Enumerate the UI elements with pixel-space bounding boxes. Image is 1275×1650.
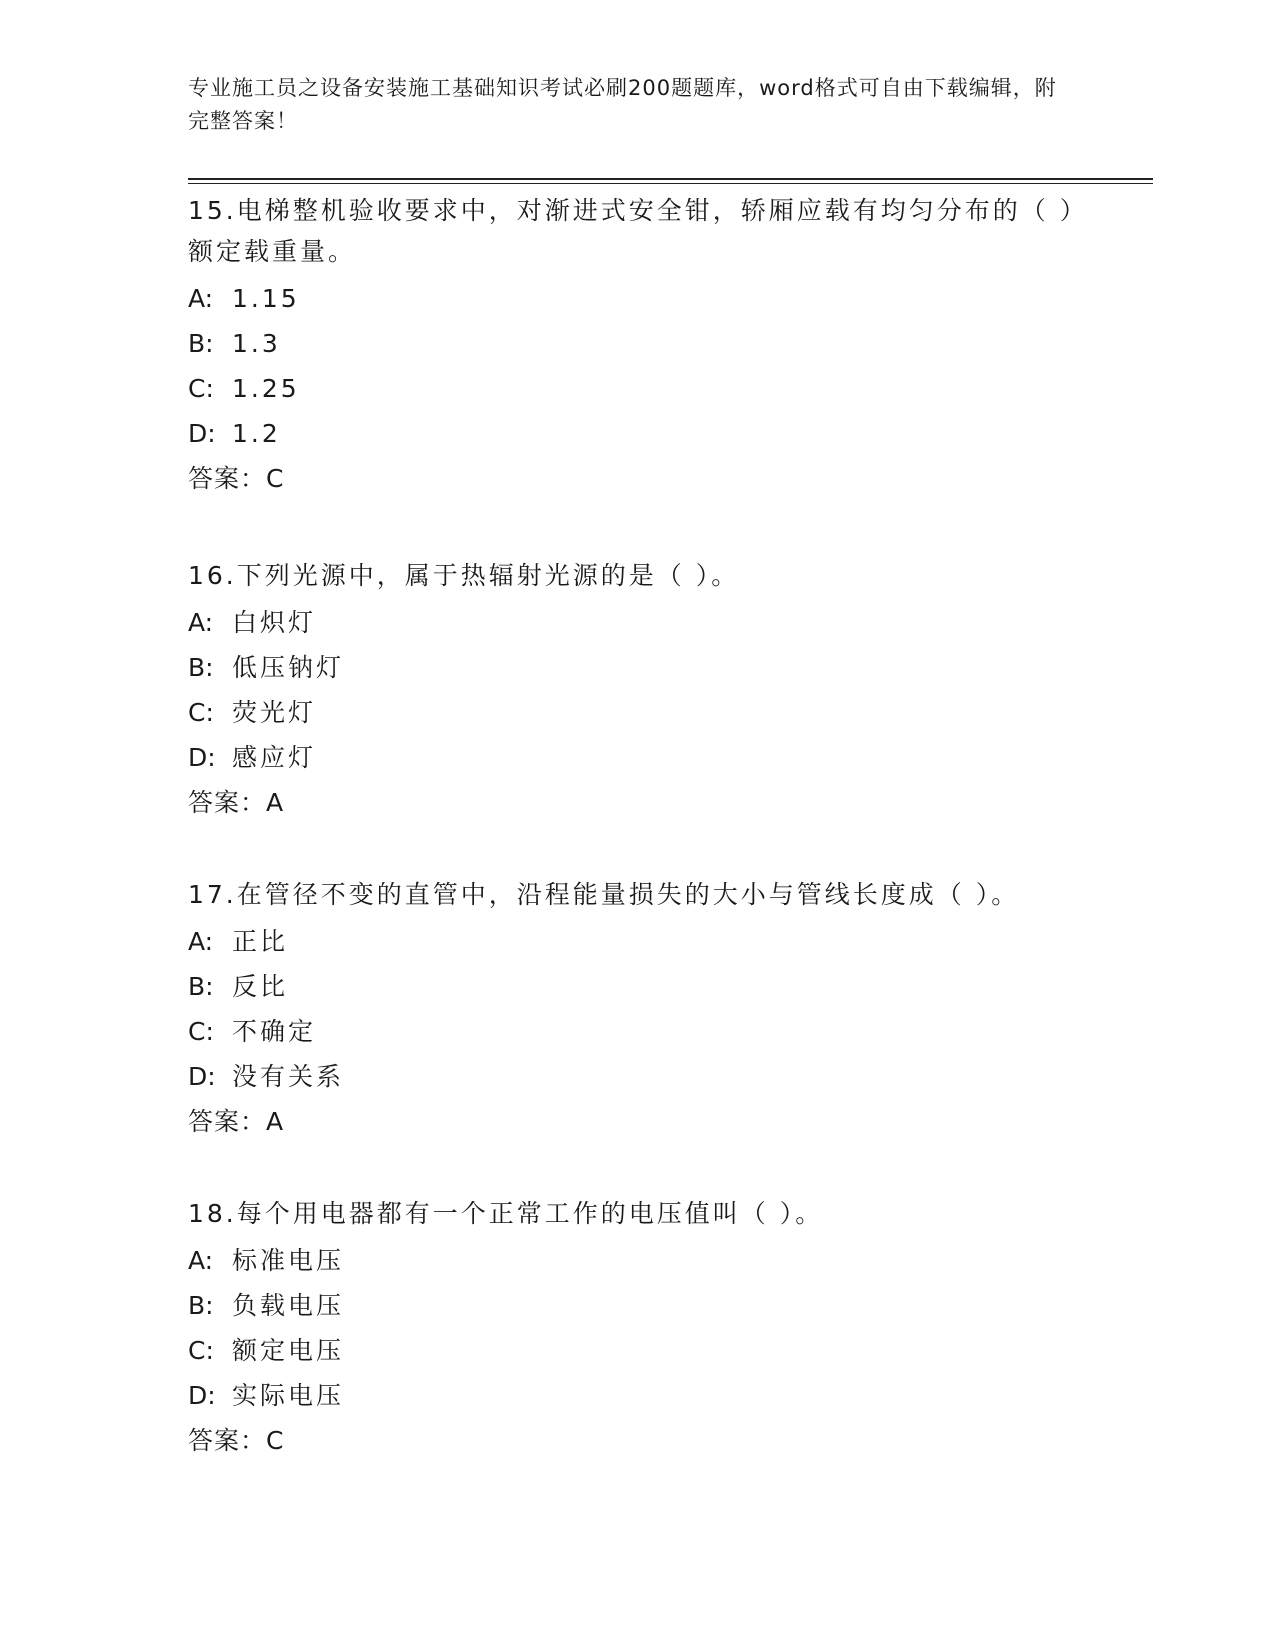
- option-text: 1.2: [232, 419, 281, 448]
- question-number: 17.: [188, 880, 237, 909]
- option-d: [188, 411, 1088, 456]
- answer-line: 答案：C: [188, 464, 285, 493]
- question-number: 15.: [188, 196, 237, 225]
- option-key: C:: [188, 374, 214, 403]
- option-key: D:: [188, 743, 216, 772]
- option-a: [188, 919, 1088, 964]
- option-b: [188, 964, 1088, 1009]
- option-text: 额定电压: [232, 1336, 345, 1365]
- option-text: 1.15: [232, 284, 300, 313]
- question-number: 16.: [188, 561, 237, 590]
- option-key: A:: [188, 927, 214, 956]
- option-text: 荧光灯: [232, 698, 317, 727]
- question-stem: [188, 1193, 1088, 1234]
- option-a: [188, 600, 1088, 645]
- option-text: 实际电压: [232, 1381, 345, 1410]
- question-text: 每个用电器都有一个正常工作的电压值叫（ ）。: [236, 1199, 824, 1228]
- question-stem: [188, 190, 1088, 272]
- option-key: D:: [188, 1381, 216, 1410]
- option-c: [188, 1328, 1088, 1373]
- option-key: C:: [188, 1336, 214, 1365]
- answer-line: 答案：A: [188, 1107, 285, 1136]
- option-key: A:: [188, 1246, 214, 1275]
- option-c: [188, 1009, 1088, 1054]
- option-key: B:: [188, 329, 214, 358]
- option-key: D:: [188, 1062, 216, 1091]
- option-text: 标准电压: [232, 1246, 345, 1275]
- option-text: 1.3: [232, 329, 281, 358]
- option-key: B:: [188, 1291, 214, 1320]
- option-text: 白炽灯: [232, 608, 317, 637]
- question-number: 18.: [188, 1199, 237, 1228]
- option-d: [188, 735, 1088, 780]
- option-key: A:: [188, 284, 214, 313]
- option-d: [188, 1373, 1088, 1418]
- option-key: C:: [188, 1017, 214, 1046]
- option-a: [188, 276, 1088, 321]
- option-text: 不确定: [232, 1017, 317, 1046]
- question-16: [188, 555, 1088, 825]
- option-c: [188, 690, 1088, 735]
- option-list: [188, 600, 1088, 780]
- option-a: [188, 1238, 1088, 1283]
- option-key: B:: [188, 653, 214, 682]
- answer-line: 答案：C: [188, 1426, 285, 1455]
- option-key: A:: [188, 608, 214, 637]
- question-stem: [188, 555, 1088, 596]
- option-text: 反比: [232, 972, 289, 1001]
- header-divider-thick: [188, 178, 1153, 180]
- option-key: C:: [188, 698, 214, 727]
- option-b: [188, 1283, 1088, 1328]
- option-list: [188, 276, 1088, 456]
- question-text: 下列光源中，属于热辐射光源的是（ ）。: [236, 561, 740, 590]
- option-text: 感应灯: [232, 743, 317, 772]
- question-18: [188, 1193, 1088, 1463]
- option-key: B:: [188, 972, 214, 1001]
- option-b: [188, 645, 1088, 690]
- document-header: 专业施工员之设备安装施工基础知识考试必刷200题题库，word格式可自由下载编辑，附完整答案！: [188, 76, 1057, 133]
- option-list: [188, 1238, 1088, 1418]
- header-divider-thin: [188, 183, 1153, 184]
- option-text: 负载电压: [232, 1291, 345, 1320]
- option-text: 低压钠灯: [232, 653, 345, 682]
- option-list: [188, 919, 1088, 1099]
- question-text: 在管径不变的直管中，沿程能量损失的大小与管线长度成（ ）。: [236, 880, 1020, 909]
- option-c: [188, 366, 1088, 411]
- option-text: 1.25: [232, 374, 300, 403]
- answer-line: 答案：A: [188, 788, 285, 817]
- option-b: [188, 321, 1088, 366]
- question-15: [188, 190, 1088, 501]
- option-text: 正比: [232, 927, 289, 956]
- question-text: 电梯整机验收要求中，对渐进式安全钳，轿厢应载有均匀分布的（ ）额定载重量。: [188, 196, 1088, 266]
- option-d: [188, 1054, 1088, 1099]
- option-key: D:: [188, 419, 216, 448]
- question-17: [188, 874, 1088, 1144]
- question-stem: [188, 874, 1088, 915]
- option-text: 没有关系: [232, 1062, 345, 1091]
